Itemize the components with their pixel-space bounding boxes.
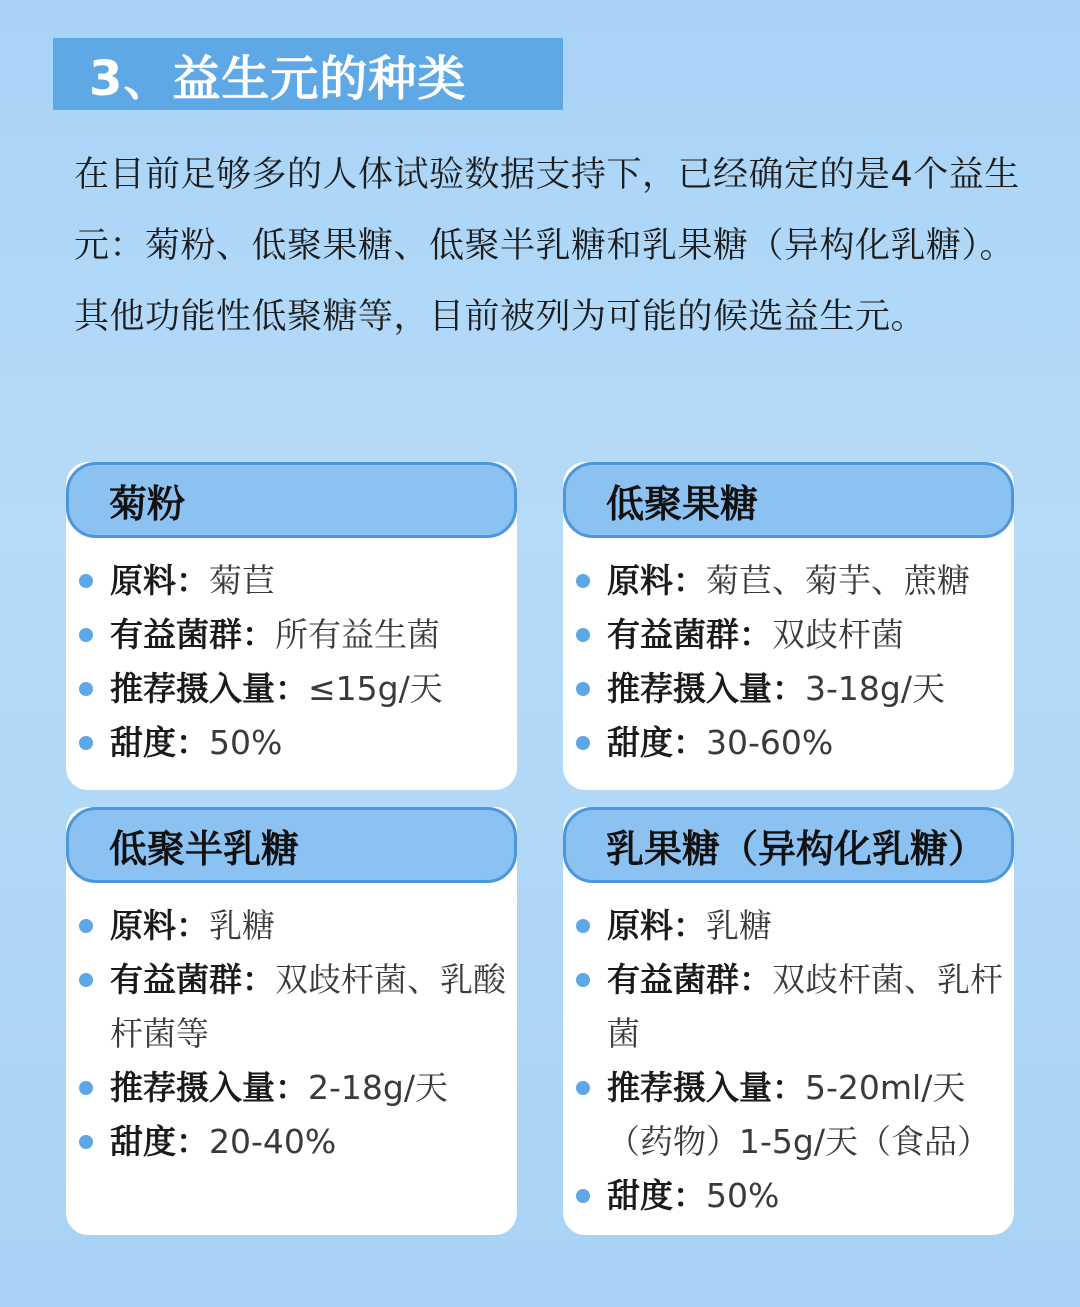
list-item (66, 716, 517, 770)
bullet-dot-icon (576, 736, 590, 750)
section-title-banner (53, 38, 563, 110)
item-key: 推荐摄入量： (607, 669, 805, 708)
bullet-dot-icon (79, 919, 93, 933)
item-value: 3-18g/天 (805, 669, 945, 708)
bullet-dot-icon (79, 682, 93, 696)
item-value: 双歧杆菌 (772, 615, 904, 654)
item-key: 推荐摄入量： (110, 669, 308, 708)
card-title: 菊粉 (109, 481, 186, 526)
item-key: 甜度： (110, 723, 209, 762)
item-key: 甜度： (607, 1176, 706, 1215)
card-inulin (66, 462, 517, 790)
list-item (66, 608, 517, 662)
card-header (563, 807, 1014, 883)
list-item (66, 1115, 517, 1169)
item-value: 乳糖 (706, 906, 772, 945)
bullet-dot-icon (79, 574, 93, 588)
bullet-dot-icon (576, 682, 590, 696)
bullet-dot-icon (79, 973, 93, 987)
list-item (66, 662, 517, 716)
card-fos (563, 462, 1014, 790)
list-item (563, 1169, 1014, 1223)
card-header (563, 462, 1014, 538)
item-key: 有益菌群： (607, 615, 772, 654)
item-key: 原料： (110, 561, 209, 600)
item-value: ≤15g/天 (308, 669, 443, 708)
card-title: 低聚果糖 (606, 481, 759, 526)
bullet-dot-icon (576, 1189, 590, 1203)
card-list (66, 899, 517, 1169)
list-item (563, 554, 1014, 608)
item-key: 有益菌群： (110, 960, 275, 999)
bullet-dot-icon (79, 1081, 93, 1095)
item-value: 5-20ml/天（药物）1-5g/天（食品） (607, 1068, 990, 1161)
card-title: 乳果糖（异构化乳糖） (606, 826, 987, 871)
item-value: 菊苣、菊芋、蔗糖 (706, 561, 970, 600)
bullet-dot-icon (79, 628, 93, 642)
card-list (66, 554, 517, 770)
bullet-dot-icon (576, 973, 590, 987)
item-key: 推荐摄入量： (110, 1068, 308, 1107)
section-title: 3、益生元的种类 (89, 50, 467, 107)
card-list (563, 554, 1014, 770)
card-header (66, 462, 517, 538)
item-key: 有益菌群： (607, 960, 772, 999)
bullet-dot-icon (576, 1081, 590, 1095)
item-value: 30-60% (706, 723, 834, 762)
item-key: 有益菌群： (110, 615, 275, 654)
item-key: 甜度： (110, 1122, 209, 1161)
list-item (563, 1061, 1014, 1169)
item-value: 50% (706, 1176, 780, 1215)
card-title: 低聚半乳糖 (109, 826, 300, 871)
list-item (66, 554, 517, 608)
list-item (563, 662, 1014, 716)
card-list (563, 899, 1014, 1223)
item-value: 双歧杆菌、乳酸杆菌等 (110, 960, 506, 1053)
list-item (563, 608, 1014, 662)
bullet-dot-icon (576, 919, 590, 933)
item-key: 原料： (607, 561, 706, 600)
item-key: 原料： (110, 906, 209, 945)
card-header (66, 807, 517, 883)
item-value: 乳糖 (209, 906, 275, 945)
list-item (66, 1061, 517, 1115)
item-value: 双歧杆菌、乳杆菌 (607, 960, 1003, 1053)
item-value: 20-40% (209, 1122, 337, 1161)
bullet-dot-icon (576, 574, 590, 588)
item-key: 甜度： (607, 723, 706, 762)
item-value: 50% (209, 723, 283, 762)
intro-paragraph: 在目前足够多的人体试验数据支持下，已经确定的是4个益生元：菊粉、低聚果糖、低聚半乳糖和乳果糖（异构化乳糖）。其他功能性低聚糖等，目前被列为可能的候选益生元。 (74, 155, 1020, 337)
list-item (563, 953, 1014, 1061)
list-item (563, 716, 1014, 770)
item-value: 菊苣 (209, 561, 275, 600)
list-item (66, 953, 517, 1061)
item-key: 推荐摄入量： (607, 1068, 805, 1107)
bullet-dot-icon (79, 736, 93, 750)
list-item (66, 899, 517, 953)
card-gos (66, 807, 517, 1235)
bullet-dot-icon (79, 1135, 93, 1149)
item-key: 原料： (607, 906, 706, 945)
list-item (563, 899, 1014, 953)
item-value: 2-18g/天 (308, 1068, 448, 1107)
item-value: 所有益生菌 (275, 615, 440, 654)
card-lactulose (563, 807, 1014, 1235)
bullet-dot-icon (576, 628, 590, 642)
